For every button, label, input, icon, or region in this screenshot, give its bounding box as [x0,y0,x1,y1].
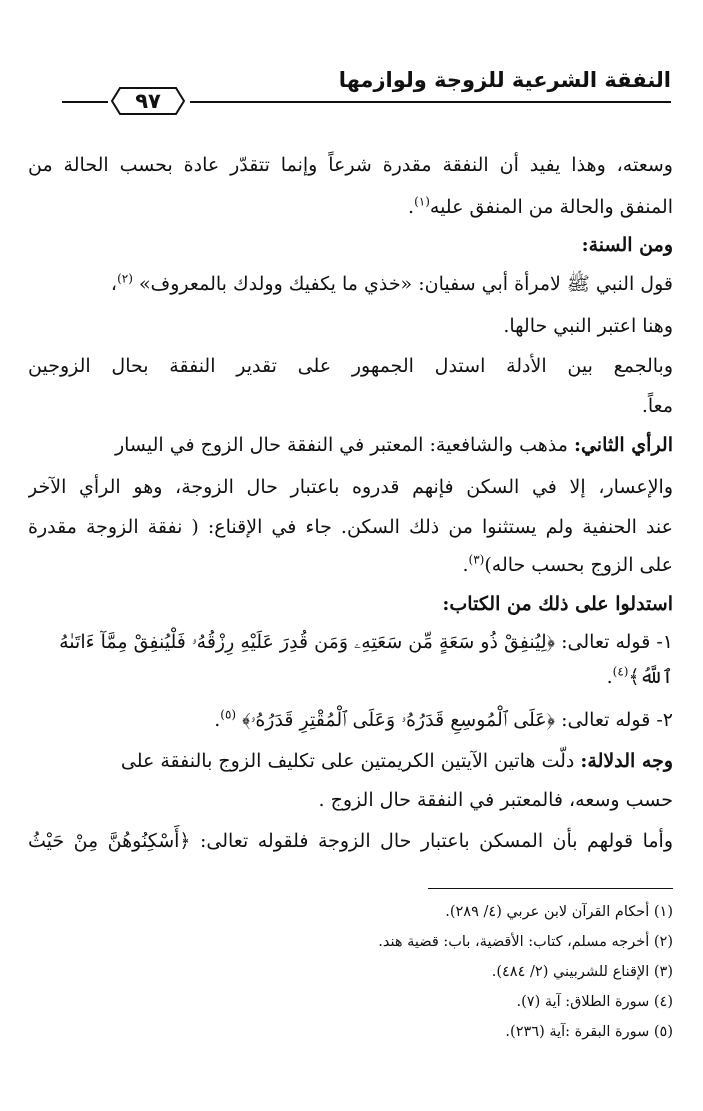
opinion-label: الرأي الثاني: [573,434,673,456]
text-run: ٢- قوله تعالى: ﴿عَلَى ٱلْمُوسِعِ قَدَرُهُۥ وَعَلَى ٱلْمُقْتِرِ قَدَرُهُۥ﴾ [242,709,673,731]
section-heading: ومن السنة: [581,234,673,256]
footnote-ref: (٥) [220,707,237,722]
text-line [28,548,673,582]
footnote: (١) أحكام القرآن لابن عربي (٤/ ٢٨٩). [445,904,673,920]
footnote: (٤) سورة الطلاق: آية (٧). [516,994,673,1010]
text-run: . [214,709,221,731]
text-run: . [462,554,469,576]
quran-verse-line: ١- قوله تعالى: ﴿لِيُنفِقْ ذُو سَعَةٍ مِّن سَعَتِهِۦ وَمَن قُدِرَ عَلَيْهِ رِزْقُهُۥ فَلْيُنفِقْ مِمَّآ ءَاتَىٰهُ [59,631,673,653]
text-run: دلّت هاتين الآيتين الكريمتين على تكليف الزوج بالنفقة على [120,750,575,772]
text-line [28,428,673,462]
text-line [28,190,673,224]
text-line: والإعسار، إلا في السكن فإنهم قدروه باعتبار حال الزوجة، وهو الرأي الآخر [28,476,673,498]
text-line: عند الحنفية ولم يستثنوا من ذلك السكن. جاء في الإقناع: ( نفقة الزوجة مقدرة [28,516,673,538]
text-line [28,744,673,778]
footnote: (٥) سورة البقرة :آية (٢٣٦). [505,1024,673,1040]
text-line: وهنا اعتبر النبي حالها. [503,315,673,337]
footnote-ref: (٢) [117,271,133,286]
text-run: . [408,196,415,218]
text-line: حسب وسعه، فالمعتبر في النفقة حال الزوج . [318,789,673,811]
text-line: وبالجمع بين الأدلة استدل الجمهور على تقدير النفقة بحال الزوجين [28,355,673,377]
page-number: ٩٧ [135,89,161,113]
footnote-ref: (١) [414,194,430,209]
page-number-ornament [110,86,186,116]
section-heading: استدلوا على ذلك من الكتاب: [442,593,673,615]
text-run: على الزوج بحسب حاله) [484,554,673,576]
text-line: وأما قولهم بأن المسكن باعتبار حال الزوجة فلقوله تعالى: ﴿أَسْكِنُوهُنَّ مِنْ حَيْثُ [28,830,673,852]
footnote-ref: (٤) [612,664,629,679]
footnote-ref: (٣) [468,552,485,567]
text-line [28,660,673,694]
footnote-rule [428,888,673,889]
text-run: المنفق والحالة من المنفق عليه [429,196,673,218]
text-run: . [606,666,613,688]
footnote: (٣) الإقناع للشربيني (٢/ ٤٨٤). [491,964,673,980]
header-rule-left [62,101,108,103]
text-line [28,267,673,301]
text-run: مذهب والشافعية: المعتبر في النفقة حال الزوج في اليسار [114,434,568,456]
evidence-label: وجه الدلالة: [580,750,673,772]
text-run: قول النبي ﷺ لامرأة أبي سفيان: «خذي ما يكفيك وولدك بالمعروف» [138,273,673,295]
text-run: ٱللَّهُ﴾ [628,666,673,688]
header-rule [190,101,671,103]
text-line [28,703,673,737]
footnote: (٢) أخرجه مسلم، كتاب: الأقضية، باب: قضية هند. [378,934,673,950]
running-title: النفقة الشرعية للزوجة ولوازمها [338,68,671,92]
text-run: ، [110,273,118,295]
text-line: وسعته، وهذا يفيد أن النفقة مقدرة شرعاً وإنما تتقدّر عادة بحسب الحالة من [28,154,673,176]
text-line: معاً. [641,395,673,417]
